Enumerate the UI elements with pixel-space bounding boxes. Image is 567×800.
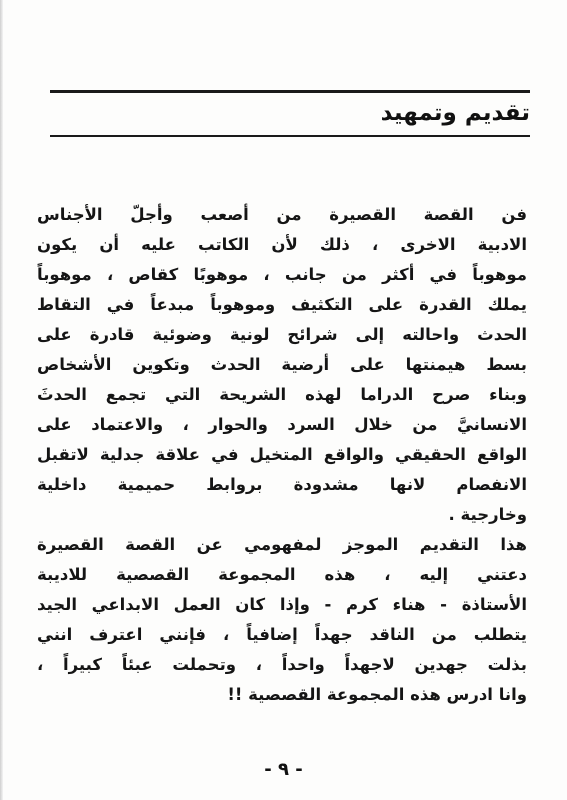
header-rule-top [50,90,530,93]
text-line: الانسانيَّ من خلال السرد والحوار ، والاعتماد على [37,415,527,434]
body-text [37,200,527,710]
text-line: يتطلب من الناقد جهداً إضافياً ، فإنني اعترف انني [37,625,527,644]
paragraph-1 [37,200,527,530]
text-line: هذا التقديم الموجز لمفهومي عن القصة القصيرة [37,535,527,554]
text-line: الانفصام لانها مشدودة بروابط حميمية داخلية [37,475,527,494]
text-line: الأستاذة - هناء كرم - وإذا كان العمل الابداعي الجيد [37,595,527,614]
text-line: الواقع الحقيقي والواقع المتخيل في علاقة جدلية لاتقبل [37,445,527,464]
scan-edge-shadow [0,0,3,800]
page-number: - ٩ - [264,759,303,780]
chapter-title: تقديم وتمهيد [380,100,530,126]
text-line: يملك القدرة على التكثيف وموهوباً مبدعاً في التقاط [37,295,527,314]
text-line: وبناء صرح الدراما لهذه الشريحة التي تجمع الحدثَ [37,385,527,404]
text-line: الحدث واحالته إلى شرائح لونية وضوئية قادرة على [37,325,527,344]
header-rule-bottom [50,135,530,137]
text-line: وخارجية . [448,505,527,524]
text-line: فن القصة القصيرة من أصعب وأجلّ الأجناس [37,205,527,224]
text-line: موهوباً في أكثر من جانب ، موهوبًا كقاص ، موهوباً [37,265,527,284]
text-line: دعتني إليه ، هذه المجموعة القصصية للاديبة [37,565,527,584]
paragraph-2 [37,530,527,710]
text-line: بسط هيمنتها على أرضية الحدث وتكوين الأشخاص [37,355,527,374]
text-line: وانا ادرس هذه المجموعة القصصية !! [227,685,527,704]
text-line: الادبية الاخرى ، ذلك لأن الكاتب عليه أن يكون [37,235,527,254]
text-line: بذلت جهدين لاجهداً واحداً ، وتحملت عبئاً كبيراً ، [37,655,527,674]
